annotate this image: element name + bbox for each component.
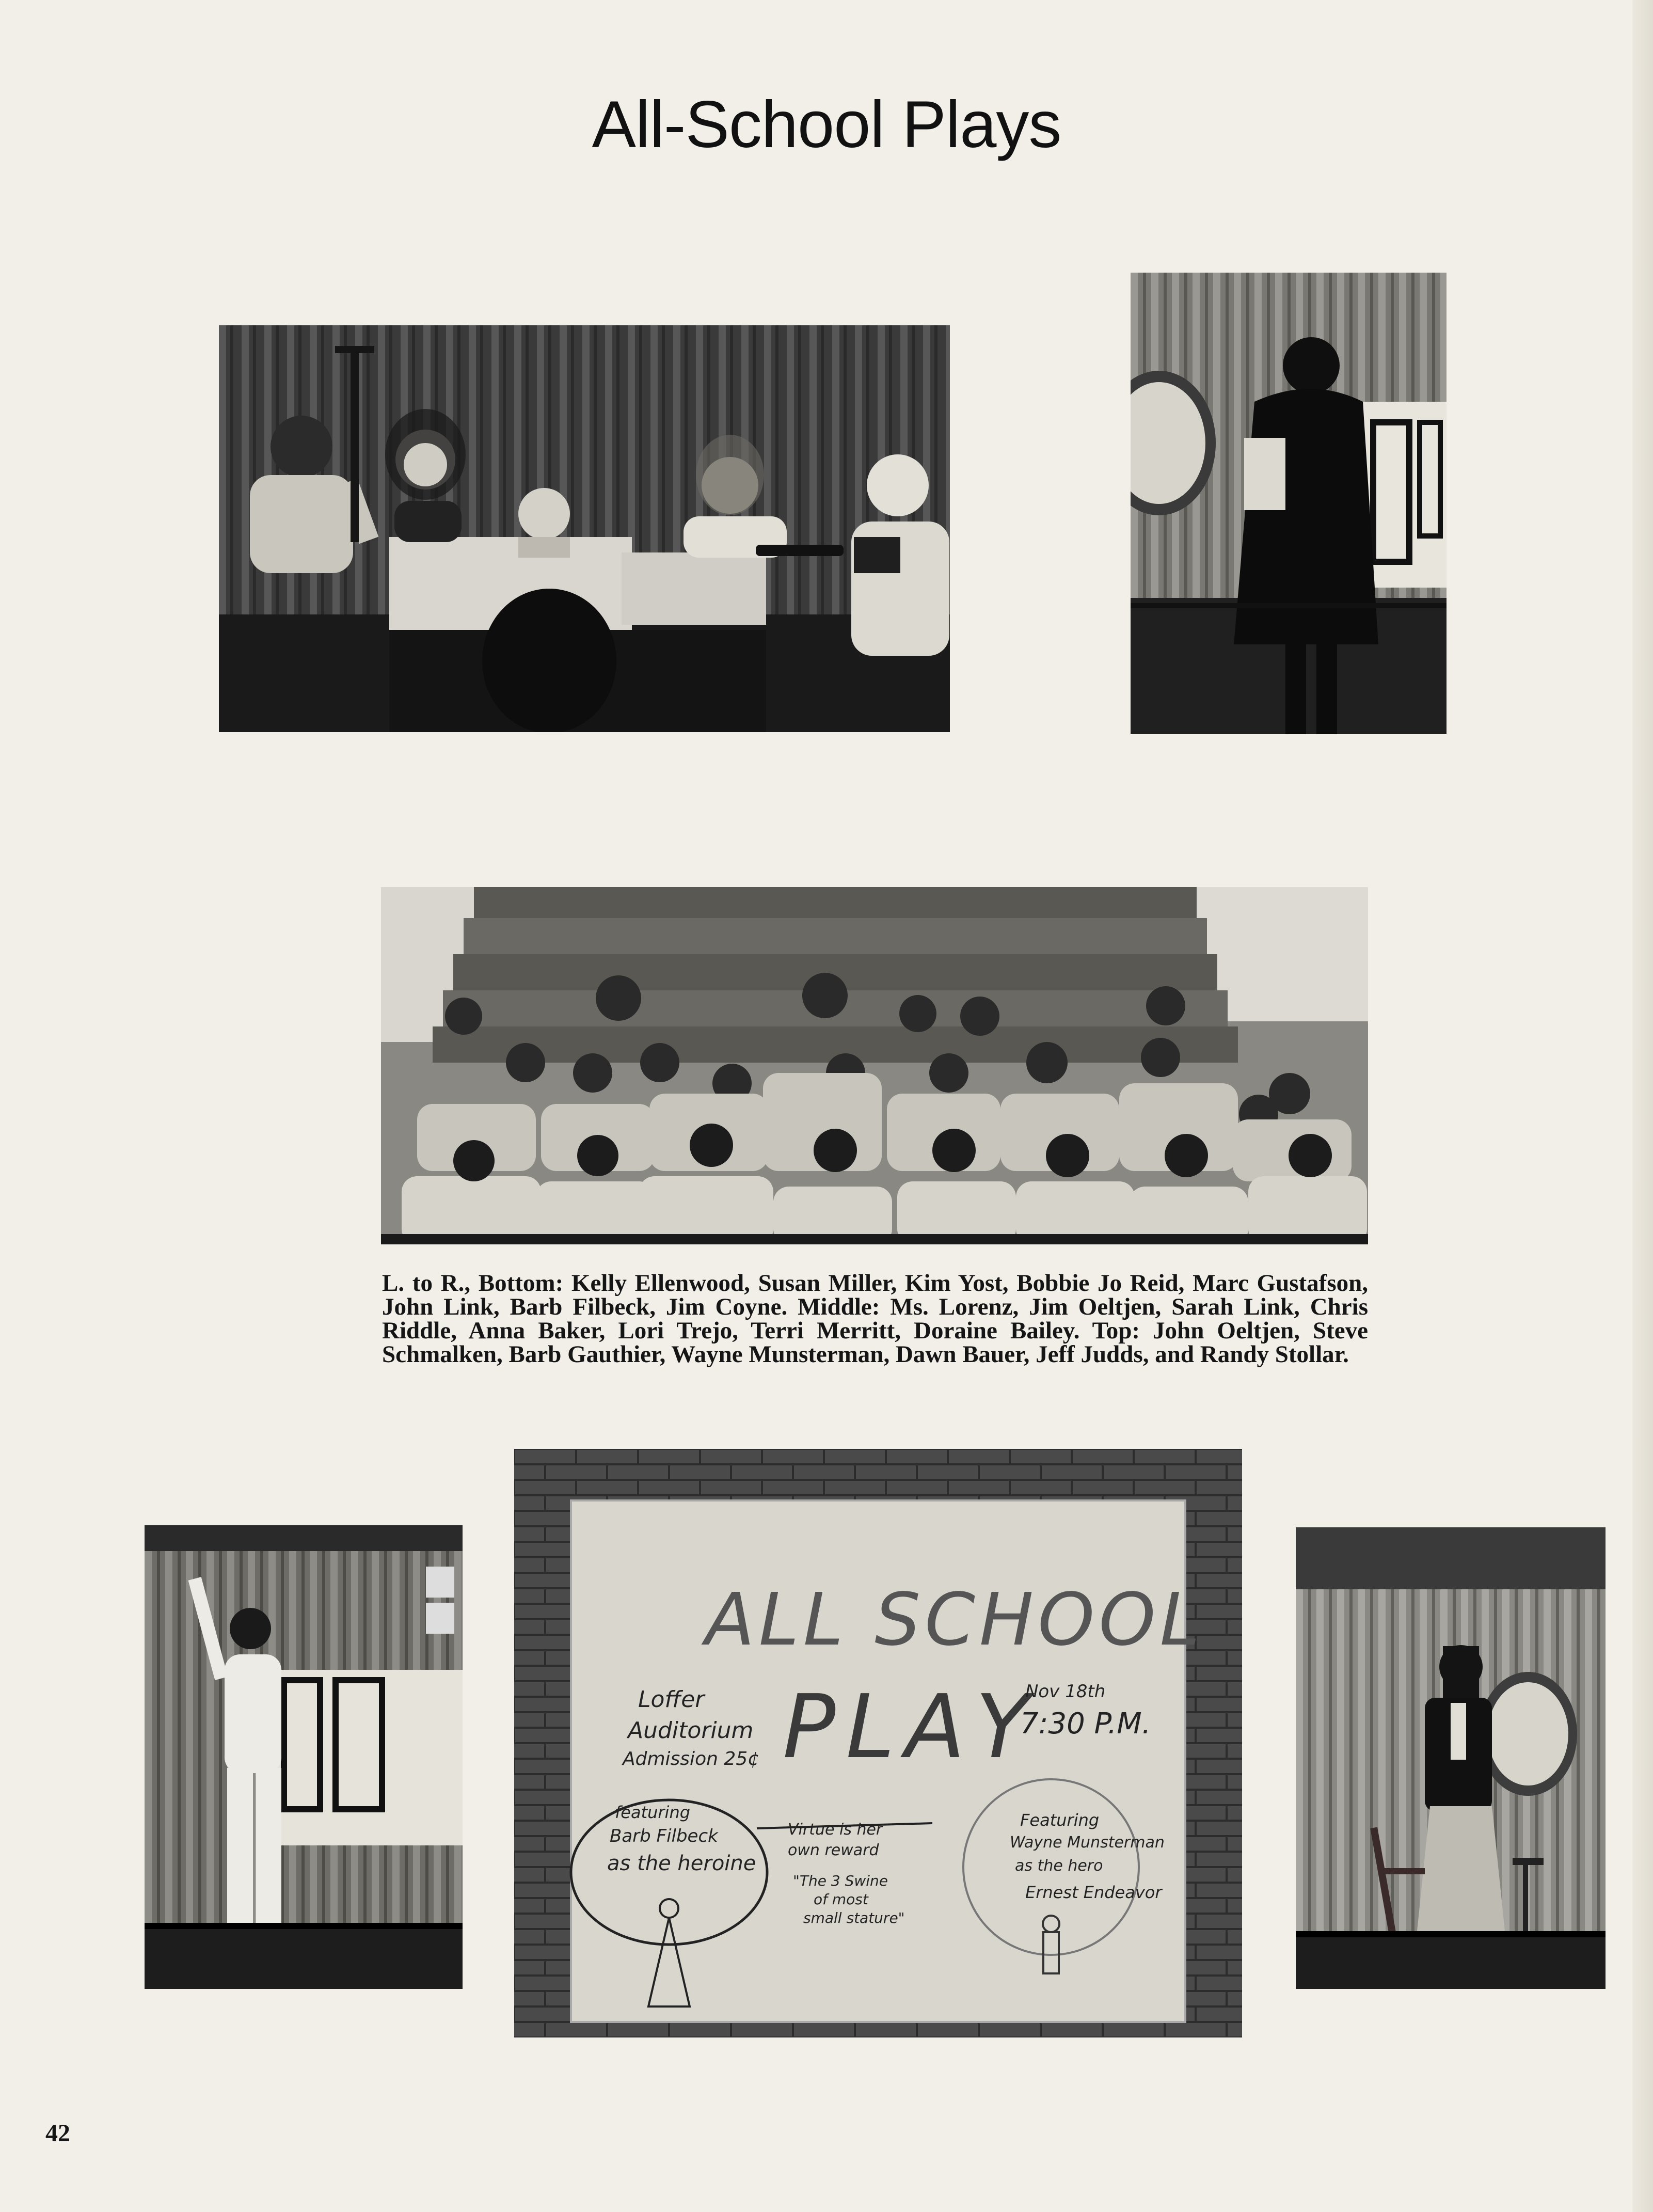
- poster-right-bubble-4: Ernest Endeavor: [1025, 1883, 1162, 1902]
- poster-admission: Admission 25¢: [623, 1748, 760, 1769]
- actor-in-white-image: [145, 1525, 463, 1989]
- poster-date: Nov 18th: [1025, 1681, 1106, 1702]
- page-title: All-School Plays: [592, 88, 1061, 162]
- poster-right-bubble-3: as the hero: [1015, 1857, 1103, 1875]
- poster-mid-2: own reward: [788, 1841, 879, 1859]
- photo-cloaked-actor: [1131, 273, 1447, 734]
- poster-venue-2: Auditorium: [628, 1717, 754, 1744]
- poster-mid-4: of most: [814, 1891, 868, 1908]
- poster-time: 7:30 P.M.: [1020, 1707, 1151, 1741]
- poster-headline-2: PLAY: [783, 1676, 1040, 1778]
- poster-right-bubble-1: Featuring: [1020, 1810, 1100, 1830]
- poster-mid-1: Virtue is her: [788, 1821, 883, 1839]
- dinner-table-image: [219, 325, 950, 732]
- photo-dinner-table: [219, 325, 950, 732]
- poster-mid-5: small stature": [803, 1909, 905, 1926]
- cloaked-actor-image: [1131, 273, 1447, 734]
- cast-group-image: [381, 887, 1368, 1244]
- photo-cast-group: [381, 887, 1368, 1244]
- poster-right-bubble-2: Wayne Munsterman: [1010, 1834, 1165, 1852]
- photo-actor-in-white: [145, 1525, 463, 1989]
- actress-image: [1296, 1527, 1606, 1989]
- page-number: 42: [45, 2120, 70, 2147]
- photo-play-poster: [514, 1449, 1242, 2037]
- poster-venue-1: Loffer: [638, 1686, 705, 1713]
- poster-text: [514, 1449, 1242, 2037]
- poster-mid-3: "The 3 Swine: [793, 1872, 888, 1889]
- page-edge: [1632, 0, 1653, 2212]
- cast-caption: L. to R., Bottom: Kelly Ellenwood, Susan Miller, Kim Yost, Bobbie Jo Reid, Marc Gustafson, John Link, Barb Filbeck, Jim Coyne. Middle: Ms. Lorenz, Jim Oeltjen, Sarah Link, Chris Riddle, Anna Baker, Lori Trejo, Terri Merritt, Doraine Bailey. Top: John Oeltjen, Steve Schmalken, Barb Gauthier, Wayne Munsterman, Dawn Bauer, Jeff Judds, and Randy Stollar.: [382, 1270, 1368, 1368]
- poster-headline-1: ALL SCHOOL: [705, 1578, 1204, 1662]
- poster-left-bubble-2: Barb Filbeck: [610, 1826, 718, 1846]
- poster-left-bubble-1: featuring: [615, 1803, 691, 1822]
- poster-left-bubble-3: as the heroine: [607, 1852, 756, 1875]
- photo-actress: [1296, 1527, 1606, 1989]
